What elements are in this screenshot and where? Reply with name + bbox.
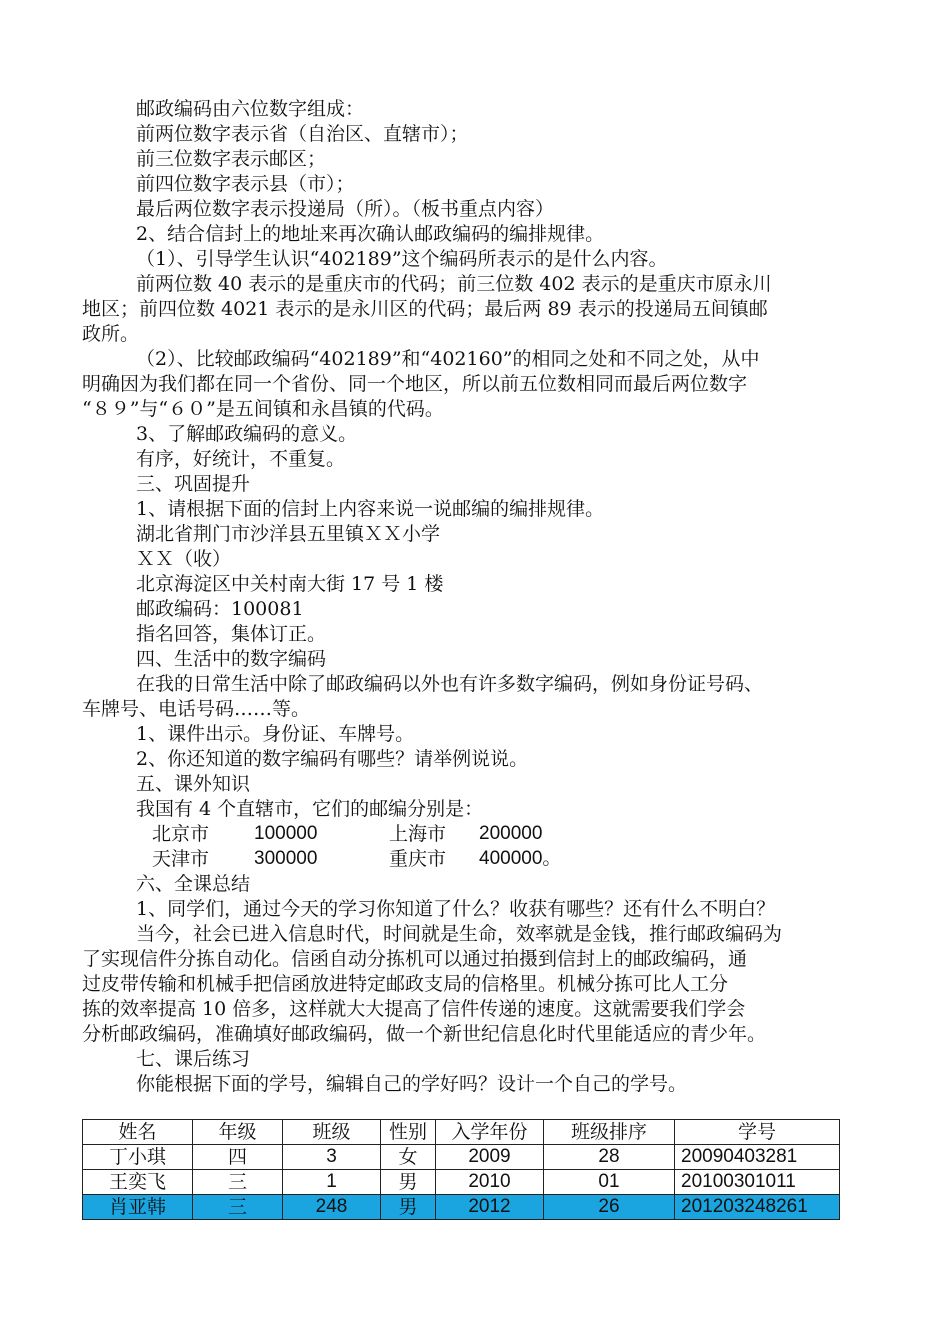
table-cell: 男: [381, 1195, 436, 1220]
table-header: 班级: [283, 1120, 381, 1145]
table-cell: 28: [544, 1145, 675, 1170]
text-line: 地区；前四位数 4021 表示的是永川区的代码；最后两 89 表示的投递局五间镇邮: [82, 298, 768, 320]
table-header: 入学年份: [436, 1120, 544, 1145]
section-heading: 五、课外知识: [136, 773, 251, 795]
table-row: [83, 1170, 840, 1195]
table-cell: 1: [283, 1170, 381, 1195]
postcode: 400000。: [479, 848, 562, 869]
text-line: 前三位数字表示邮区；: [136, 148, 327, 170]
table-header: 年级: [193, 1120, 283, 1145]
table-cell: 三: [193, 1170, 283, 1195]
table-cell: 三: [193, 1195, 283, 1220]
postcode: 100000: [254, 823, 318, 844]
text-line: 1、同学们，通过今天的学习你知道了什么？收获有哪些？还有什么不明白？: [136, 898, 776, 920]
table-row-highlighted: [83, 1195, 840, 1220]
text-line: 前两位数 40 表示的是重庆市的代码；前三位数 402 表示的是重庆市原永川: [136, 273, 772, 295]
table-header-row: [83, 1120, 840, 1145]
table-cell: 男: [381, 1170, 436, 1195]
text-line: 我国有 4 个直辖市，它们的邮编分别是：: [136, 798, 484, 820]
table-cell: 王奕飞: [83, 1170, 193, 1195]
city-name: 上海市: [389, 823, 447, 845]
text-line: 前四位数字表示县（市）；: [136, 173, 355, 195]
text-line: 1、课件出示。身份证、车牌号。: [136, 723, 415, 745]
text-line: 在我的日常生活中除了邮政编码以外也有许多数字编码，例如身份证号码、: [136, 673, 764, 695]
text-line: （2）、比较邮政编码“402189”和“402160”的相同之处和不同之处，从中: [136, 348, 760, 370]
table-header: 班级排序: [544, 1120, 675, 1145]
table-cell: 20100301011: [675, 1170, 840, 1195]
table-header: 姓名: [83, 1120, 193, 1145]
table-cell: 2012: [436, 1195, 544, 1220]
section-heading: 三、巩固提升: [136, 473, 251, 495]
table-cell: 3: [283, 1145, 381, 1170]
text-line: 前两位数字表示省（自治区、直辖市）；: [136, 123, 469, 145]
table-cell: 248: [283, 1195, 381, 1220]
text-line: 湖北省荆门市沙洋县五里镇ＸＸ小学: [136, 523, 441, 545]
city-name: 天津市: [152, 848, 210, 870]
text-line: 2、结合信封上的地址来再次确认邮政编码的编排规律。: [136, 223, 605, 245]
text-line: 指名回答，集体订正。: [136, 623, 327, 645]
table-cell: 26: [544, 1195, 675, 1220]
section-heading: 六、全课总结: [136, 873, 251, 895]
table-header: 学号: [675, 1120, 840, 1145]
text-line: 拣的效率提高 10 倍多，这样就大大提高了信件传递的速度。这就需要我们学会: [82, 998, 746, 1020]
table-cell: 20090403281: [675, 1145, 840, 1170]
text-line: 最后两位数字表示投递局（所）。（板书重点内容）: [136, 198, 555, 220]
table-cell: 丁小琪: [83, 1145, 193, 1170]
text-line: 过皮带传输和机械手把信函放进特定邮政支局的信格里。机械分拣可比人工分: [82, 973, 729, 995]
text-line: 北京海淀区中关村南大街 17 号 1 楼: [136, 573, 444, 595]
text-line: 有序，好统计，不重复。: [136, 448, 346, 470]
section-heading: 四、生活中的数字编码: [136, 648, 327, 670]
text-line: “８９”与“６０”是五间镇和永昌镇的代码。: [82, 398, 444, 420]
city-name: 北京市: [152, 823, 210, 845]
text-line: 了实现信件分拣自动化。信函自动分拣机可以通过拍摄到信封上的邮政编码，通: [82, 948, 748, 970]
section-heading: 七、课后练习: [136, 1048, 251, 1070]
table-cell: 四: [193, 1145, 283, 1170]
text-line: ＸＸ（收）: [136, 548, 232, 570]
table-cell: 01: [544, 1170, 675, 1195]
text-line: 2、你还知道的数字编码有哪些？请举例说说。: [136, 748, 529, 770]
student-id-table: [82, 1119, 840, 1220]
table-cell: 女: [381, 1145, 436, 1170]
text-line: 你能根据下面的学号，编辑自己的学好吗？设计一个自己的学号。: [136, 1073, 688, 1095]
text-line: 分析邮政编码，准确填好邮政编码，做一个新世纪信息化时代里能适应的青少年。: [82, 1023, 767, 1045]
text-line: 邮政编码：100081: [136, 598, 304, 620]
postcode: 300000: [254, 848, 318, 869]
text-line: （1）、引导学生认识“402189”这个编码所表示的是什么内容。: [136, 248, 668, 270]
city-name: 重庆市: [389, 848, 447, 870]
table-cell: 肖亚韩: [83, 1195, 193, 1220]
text-line: 1、请根据下面的信封上内容来说一说邮编的编排规律。: [136, 498, 605, 520]
table-cell: 201203248261: [675, 1195, 840, 1220]
text-line: 邮政编码由六位数字组成：: [136, 98, 365, 120]
text-line: 明确因为我们都在同一个省份、同一个地区，所以前五位数相同而最后两位数字: [82, 373, 748, 395]
text-line: 3、了解邮政编码的意义。: [136, 423, 358, 445]
postcode: 200000: [479, 823, 543, 844]
table-cell: 2010: [436, 1170, 544, 1195]
text-line: 车牌号、电话号码……等。: [82, 698, 311, 720]
text-line: 政所。: [82, 323, 140, 345]
table-cell: 2009: [436, 1145, 544, 1170]
table-row: [83, 1145, 840, 1170]
table-header: 性别: [381, 1120, 436, 1145]
text-line: 当今，社会已进入信息时代，时间就是生命，效率就是金钱，推行邮政编码为: [136, 923, 783, 945]
